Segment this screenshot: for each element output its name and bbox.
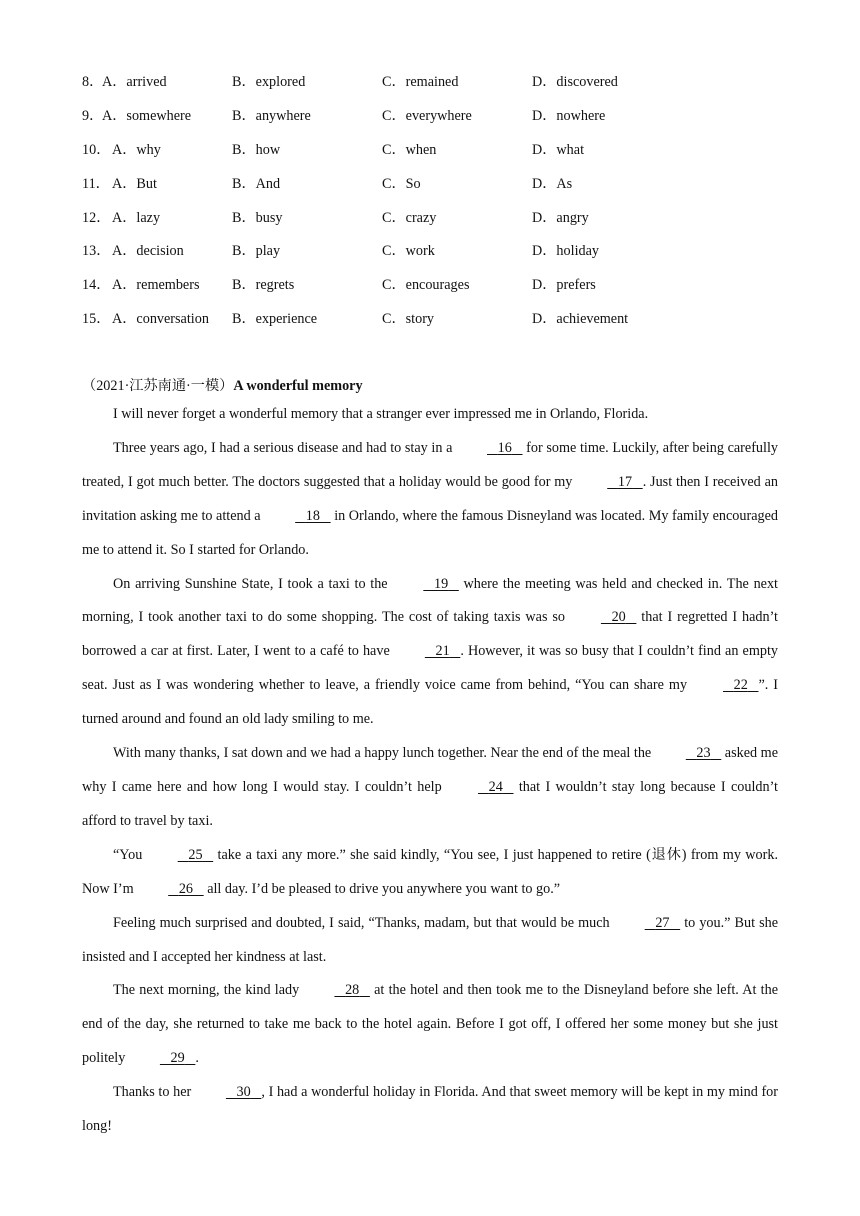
paragraph-4 xyxy=(82,737,778,839)
paragraph-text: to you.” But she insisted and I accepted her kindness at last. xyxy=(82,914,779,965)
option-c: C．remained xyxy=(382,74,459,90)
option-c: C．crazy xyxy=(382,209,437,226)
option-row-14 xyxy=(82,275,782,309)
paragraph-text: at the hotel and then took me to the Disneyland before she left. At the end of the day, she returned to take me back to the hotel again. Before I got off, I offered her some money but she just politely xyxy=(82,982,778,1067)
option-b: B．And xyxy=(232,175,281,192)
paragraph-text: Thanks to her xyxy=(113,1084,195,1101)
paragraph-text: , I had a wonderful holiday in Florida. And that sweet memory will be kept in my mind for long! xyxy=(82,1084,778,1135)
cloze-blank[interactable]: 26 xyxy=(178,880,193,897)
paragraph-text: . xyxy=(195,1050,199,1067)
option-d: D．prefers xyxy=(532,277,596,294)
option-a: A．lazy xyxy=(112,209,161,226)
option-b: B．busy xyxy=(232,209,283,226)
option-d: D．achievement xyxy=(532,311,629,328)
cloze-blank[interactable]: 27 xyxy=(655,914,670,931)
paragraph-text: asked me why I came here and how long I would stay. I couldn’t help xyxy=(82,745,779,795)
paragraph-text: “You xyxy=(113,846,147,863)
paragraph-text: for some time. Luckily, after being carefully treated, I got much better. The doctors suggested that a holiday would be good for my xyxy=(82,439,778,490)
paragraph-text: . However, it was so busy that I couldn’t find an empty seat. Just as I was wondering whether to leave, a friendly voice came from behind, “You can share my xyxy=(82,643,778,694)
cloze-blank[interactable]: 23 xyxy=(696,745,711,762)
cloze-blank[interactable]: 21 xyxy=(435,643,450,660)
option-row-12 xyxy=(82,208,782,242)
paragraph-text: in Orlando, where the famous Disneyland was located. My family encouraged me to attend it. So I started for Orlando. xyxy=(82,507,778,558)
question-number: 14． xyxy=(82,277,111,294)
cloze-blank[interactable]: 24 xyxy=(488,778,503,795)
option-row-10 xyxy=(82,140,782,174)
option-b: B．experience xyxy=(232,311,318,328)
paragraph-text: take a taxi any more.” she said kindly, “You see, I just happened to retire (退休) from my work. Now I’m xyxy=(82,846,778,897)
paragraph-text: With many thanks, I sat down and we had a happy lunch together. Near the end of the meal the xyxy=(113,745,655,762)
paragraph-2 xyxy=(82,432,778,568)
option-a: A．remembers xyxy=(112,277,200,294)
cloze-blank[interactable]: 17 xyxy=(617,473,633,490)
paragraph-text: ”. I turned around and found an old lady smiling to me. xyxy=(82,677,778,728)
paragraph-1: I will never forget a wonderful memory that a stranger ever impressed me in Orlando, Florida. xyxy=(113,406,649,422)
options-table xyxy=(82,72,782,343)
passage-heading xyxy=(82,376,778,398)
option-c: C．everywhere xyxy=(382,107,472,124)
cloze-blank[interactable]: 19 xyxy=(433,575,449,592)
paragraph-text: On arriving Sunshine State, I took a taxi to the xyxy=(113,575,393,592)
option-c: C．when xyxy=(382,141,437,158)
paragraph-text: Feeling much surprised and doubted, I said, “Thanks, madam, but that would be much xyxy=(113,914,614,931)
cloze-blank[interactable]: 22 xyxy=(733,677,748,694)
option-row-11 xyxy=(82,174,782,208)
paragraph-text: that I wouldn’t stay long because I couldn’t afford to travel by taxi. xyxy=(82,778,778,829)
question-number: 9． xyxy=(82,107,104,124)
option-d: D．As xyxy=(532,175,573,192)
option-b: B．how xyxy=(232,141,281,158)
option-c: C．work xyxy=(382,243,435,260)
option-a: A．conversation xyxy=(112,311,209,328)
option-b: B．anywhere xyxy=(232,107,311,124)
cloze-blank[interactable]: 20 xyxy=(611,609,626,626)
option-b: B．play xyxy=(232,243,281,260)
option-a: A．why xyxy=(112,141,161,158)
option-b: B．explored xyxy=(232,74,306,90)
cloze-blank[interactable]: 16 xyxy=(497,439,512,456)
option-b: B．regrets xyxy=(232,277,295,294)
option-a: A．arrived xyxy=(102,74,167,90)
option-a: A．somewhere xyxy=(102,107,192,124)
question-number: 10． xyxy=(82,141,111,158)
paragraph-5 xyxy=(82,839,778,907)
question-number: 11． xyxy=(82,175,110,192)
cloze-blank[interactable]: 18 xyxy=(305,507,320,524)
paragraph-8 xyxy=(82,1076,778,1144)
option-d: D．what xyxy=(532,141,585,158)
source-label: （2021·江苏南通·一模） xyxy=(82,378,234,394)
cloze-passage xyxy=(82,376,778,1144)
paragraph-text: all day. I’d be pleased to drive you anywhere you want to go.” xyxy=(203,880,561,897)
cloze-blank[interactable]: 25 xyxy=(188,846,203,863)
paragraph-text: where the meeting was held and checked in. The next morning, I took another taxi to do some shopping. The cost of taking taxis was so xyxy=(82,575,778,626)
option-row-13 xyxy=(82,241,782,275)
paragraph-text: Three years ago, I had a serious disease and had to stay in a xyxy=(113,439,457,456)
passage-title: A wonderful memory xyxy=(233,378,363,394)
option-c: C．encourages xyxy=(382,277,470,294)
paragraph-text: . Just then I received an invitation asking me to attend a xyxy=(82,473,778,524)
option-row-8 xyxy=(82,72,782,106)
paragraph-text: that I regretted I hadn’t borrowed a car at first. Later, I went to a café to have xyxy=(82,609,779,660)
option-a: A．decision xyxy=(112,243,184,260)
option-d: D．holiday xyxy=(532,243,599,260)
cloze-blank[interactable]: 28 xyxy=(345,982,360,999)
option-row-9 xyxy=(82,106,782,140)
option-d: D．nowhere xyxy=(532,107,606,124)
question-number: 12． xyxy=(82,209,111,226)
option-c: C．story xyxy=(382,311,435,328)
question-number: 15． xyxy=(82,311,111,328)
cloze-blank[interactable]: 30 xyxy=(236,1084,251,1101)
option-d: D．discovered xyxy=(532,74,618,90)
paragraph-3 xyxy=(82,568,778,738)
option-d: D．angry xyxy=(532,209,589,226)
paragraph-6 xyxy=(82,907,778,975)
paragraph-7 xyxy=(82,974,778,1076)
option-row-15 xyxy=(82,309,782,343)
paragraph-text: The next morning, the kind lady xyxy=(113,982,304,999)
question-number: 13． xyxy=(82,243,111,260)
option-a: A．But xyxy=(112,175,157,192)
option-c: C．So xyxy=(382,175,421,192)
cloze-blank[interactable]: 29 xyxy=(170,1050,185,1067)
question-number: 8． xyxy=(82,74,104,90)
